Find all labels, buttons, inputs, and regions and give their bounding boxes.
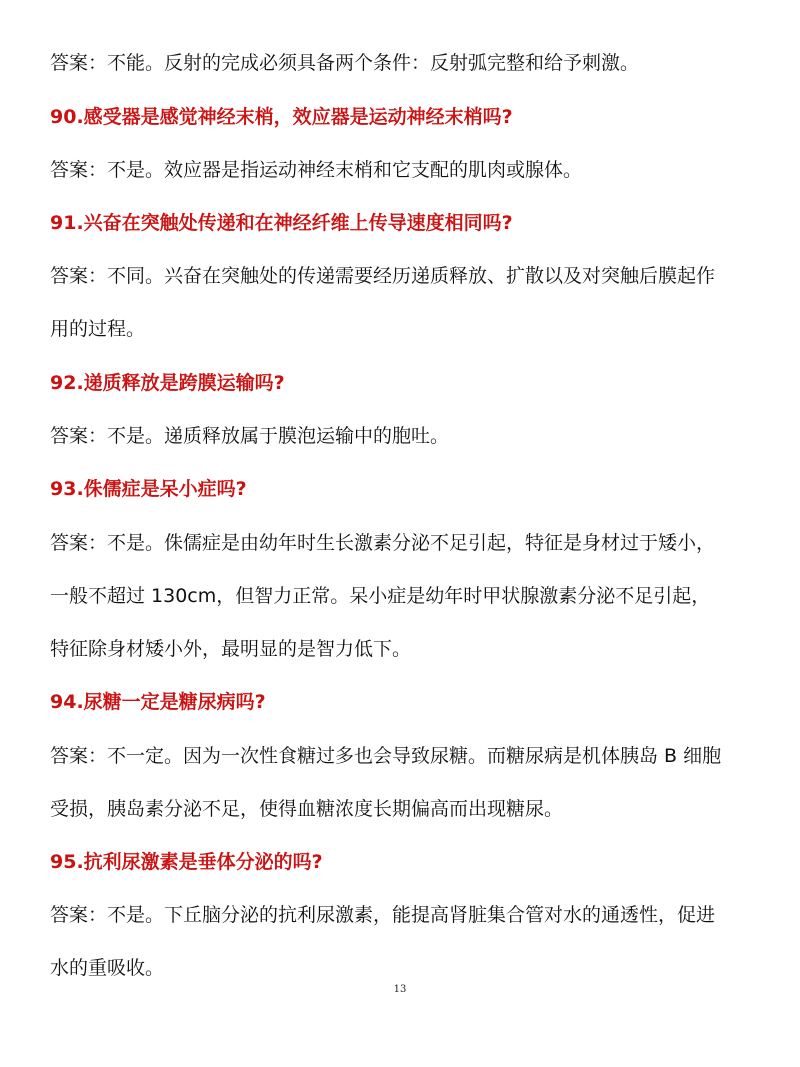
question-heading-95: 95.抗利尿激素是垂体分泌的吗? [50,851,323,873]
answer-line: 答案：不是。效应器是指运动神经末梢和它支配的肌肉或腺体。 [50,159,583,181]
question-heading-93: 93.侏儒症是呆小症吗? [50,478,247,500]
answer-line: 答案：不同。兴奋在突触处的传递需要经历递质释放、扩散以及对突触后膜起作 [50,265,716,287]
answer-line: 特征除身材矮小外，最明显的是智力低下。 [50,638,412,660]
question-heading-91: 91.兴奋在突触处传递和在神经纤维上传导速度相同吗? [50,212,513,234]
answer-line: 答案：不是。递质释放属于膜泡运输中的胞吐。 [50,425,450,447]
answer-line: 答案：不一定。因为一次性食糖过多也会导致尿糖。而糖尿病是机体胰岛 B 细胞 [50,745,722,767]
answer-line: 答案：不是。下丘脑分泌的抗利尿激素，能提高肾脏集合管对水的通透性，促进 [50,904,716,926]
answer-line: 水的重吸收。 [50,957,165,979]
answer-line: 答案：不是。侏儒症是由幼年时生长激素分泌不足引起，特征是身材过于矮小， [50,532,716,554]
page-number: 13 [393,984,407,995]
answer-line: 答案：不能。反射的完成必须具备两个条件：反射弧完整和给予刺激。 [50,52,640,74]
question-heading-94: 94.尿糖一定是糖尿病吗? [50,691,266,713]
answer-line: 一般不超过 130cm，但智力正常。呆小症是幼年时甲状腺激素分泌不足引起， [50,585,711,607]
question-heading-90: 90.感受器是感觉神经末梢，效应器是运动神经末梢吗? [50,106,513,128]
question-heading-92: 92.递质释放是跨膜运输吗? [50,372,285,394]
answer-line: 用的过程。 [50,318,146,340]
answer-line: 受损，胰岛素分泌不足，使得血糖浓度长期偏高而出现糖尿。 [50,798,564,820]
